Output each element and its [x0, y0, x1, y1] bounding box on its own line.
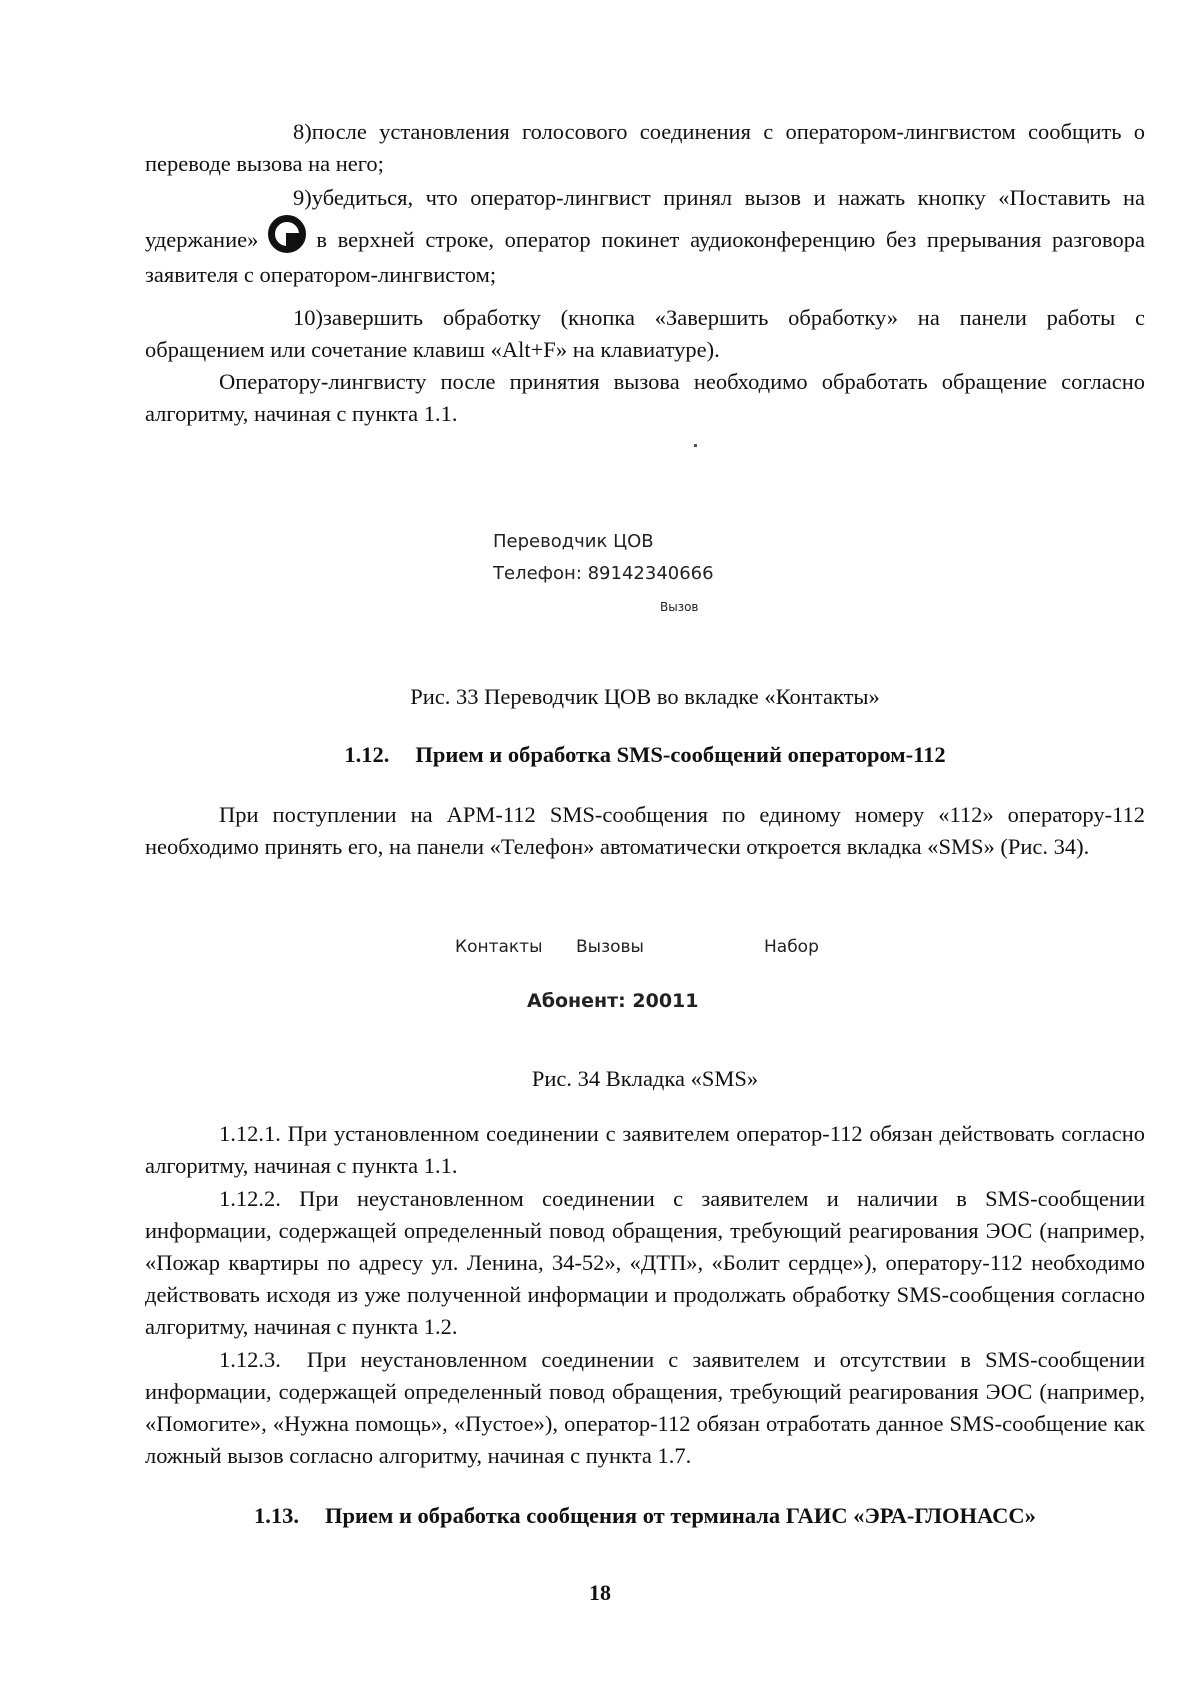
subitem-1-12-1 — [145, 1118, 1145, 1182]
section-1-13-heading — [145, 1500, 1145, 1532]
list-item-number: 10) — [293, 305, 323, 330]
stray-dot — [694, 444, 697, 447]
page-number: 18 — [589, 1580, 611, 1605]
section-1-12-heading — [145, 739, 1145, 771]
section-title: Прием и обработка сообщения от терминала ГАИС «ЭРА-ГЛОНАСС» — [325, 1503, 1036, 1528]
tab-contacts[interactable]: Контакты — [455, 937, 543, 957]
hold-icon — [268, 215, 306, 253]
subitem-number: 1.12.2. — [219, 1186, 281, 1211]
tab-calls[interactable]: Вызовы — [576, 937, 644, 957]
contact-name: Переводчик ЦОВ — [493, 531, 654, 552]
linguist-paragraph: Оператору-лингвисту после принятия вызова необходимо обработать обращение согласно алгоритму, начиная с пункта 1.1. — [145, 369, 1145, 426]
section-number: 1.13. — [254, 1503, 300, 1528]
list-item-text: завершить обработку (кнопка «Завершить обработку» на панели работы с обращением или сочетание клавиш «Alt+F» на клавиатуре). — [145, 305, 1145, 362]
section-1-12-intro: При поступлении на АРМ-112 SMS-сообщения по единому номеру «112» оператору-112 необходимо принять его, на панели «Телефон» автоматически откроется вкладка «SMS» (Рис. 34). — [145, 802, 1145, 859]
figure-34-caption: Рис. 34 Вкладка «SMS» — [531, 1066, 759, 1091]
list-item-10 — [145, 302, 1145, 366]
subitem-1-12-3 — [145, 1344, 1145, 1472]
contact-phone: Телефон: 89142340666 — [493, 563, 714, 584]
subitem-1-12-2 — [145, 1183, 1145, 1343]
subscriber-label: Абонент: 20011 — [527, 990, 699, 1012]
subitem-text: При неустановленном соединении с заявителем и наличии в SMS-сообщении информации, содержащей определенный повод обращения, требующий реагирования ЭОС (например, «Пожар квартиры по адресу ул. Ленина, 34-52», «ДТП», «Болит сердце»), оператору-112 необходимо действовать исходя из уже полученной информации и продолжать обработку SMS-сообщения согласно алгоритму, начиная с пункта 1.2. — [145, 1186, 1145, 1339]
subitem-text: При неустановленном соединении с заявителем и отсутствии в SMS-сообщении информации, содержащей определенный повод обращения, требующий реагирования ЭОС (например, «Помогите», «Нужна помощь», «Пустое»), оператор-112 обязан отработать данное SMS-сообщение как ложный вызов согласно алгоритму, начиная с пункта 1.7. — [145, 1347, 1145, 1468]
section-title: Прием и обработка SMS-сообщений оператором-112 — [415, 742, 946, 767]
call-button[interactable]: Вызов — [660, 600, 699, 614]
list-item-9 — [145, 180, 1145, 292]
list-item-text: убедиться, что оператор-лингвист принял вызов и нажать кнопку «Поставить на удержание» — [145, 185, 1145, 252]
list-item-text-continued: в верхней строке, оператор покинет аудиоконференцию без прерывания разговора заявителя с оператором-лингвистом; — [145, 227, 1145, 287]
list-item-number: 9) — [293, 185, 312, 210]
subitem-number: 1.12.1. — [219, 1121, 281, 1146]
subitem-number: 1.12.3. — [219, 1347, 281, 1372]
list-item-text: после установления голосового соединения с оператором-лингвистом сообщить о переводе вызова на него; — [145, 119, 1145, 176]
figure-33-caption: Рис. 33 Переводчик ЦОВ во вкладке «Контакты» — [410, 684, 880, 709]
tab-dial[interactable]: Набор — [764, 937, 819, 957]
section-number: 1.12. — [344, 742, 390, 767]
subitem-text: При установленном соединении с заявителем оператор-112 обязан действовать согласно алгоритму, начиная с пункта 1.1. — [145, 1121, 1146, 1178]
list-item-8 — [145, 116, 1145, 180]
list-item-number: 8) — [293, 119, 312, 144]
